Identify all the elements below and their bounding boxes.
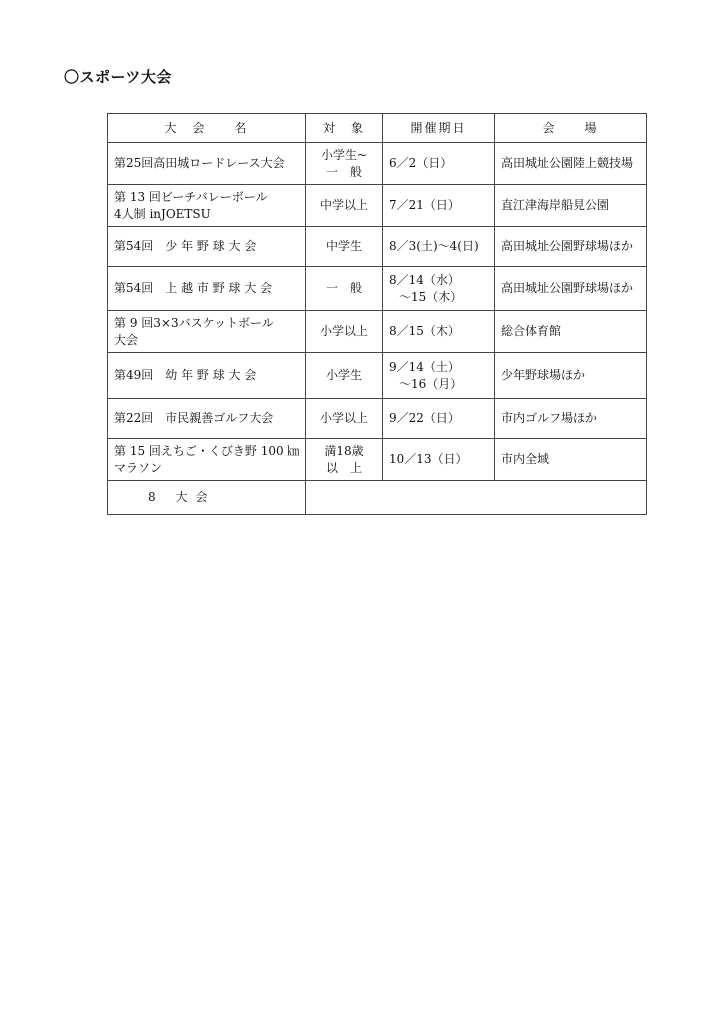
event-name-line: 第25回高田城ロードレース大会 xyxy=(114,156,285,170)
event-target-line: 小学生 xyxy=(325,368,362,382)
event-name xyxy=(108,439,306,481)
event-target xyxy=(306,399,383,439)
event-date xyxy=(383,439,495,481)
event-target-line: 小学以上 xyxy=(319,411,368,425)
event-date-line: 8／15（木） xyxy=(389,324,460,338)
event-venue xyxy=(495,185,647,227)
event-name-line: 大会 xyxy=(114,332,139,347)
event-name-line: 第 15 回えちご・くびき野 100 ㎞ xyxy=(114,443,300,458)
event-name-line: 第 13 回ビーチバレーボール xyxy=(114,189,268,204)
event-name xyxy=(108,267,306,311)
event-venue-line: 高田城址公園陸上競技場 xyxy=(501,156,634,170)
event-date xyxy=(383,227,495,267)
event-date-line: 9／22（日） xyxy=(389,411,460,425)
event-name-line: 第 9 回3×3バスケットボール xyxy=(114,315,274,330)
event-venue xyxy=(495,227,647,267)
event-name-line: マラソン xyxy=(114,460,163,475)
total-count: 8 大会 xyxy=(108,481,306,515)
event-date-line: 9／14（土） xyxy=(389,359,460,374)
total-row xyxy=(108,481,647,515)
event-target-line: 中学生 xyxy=(325,239,362,253)
event-target xyxy=(306,227,383,267)
event-target-line: 一 般 xyxy=(325,164,362,179)
event-date xyxy=(383,185,495,227)
event-venue xyxy=(495,311,647,353)
event-venue-line: 少年野球場ほか xyxy=(501,368,586,382)
event-target xyxy=(306,311,383,353)
event-name-line: 第54回 上 越 市 野 球 大 会 xyxy=(114,281,273,295)
event-target xyxy=(306,267,383,311)
event-name xyxy=(108,353,306,399)
event-venue xyxy=(495,399,647,439)
event-name-line: 第49回 幼 年 野 球 大 会 xyxy=(114,368,257,382)
event-venue-line: 市内全域 xyxy=(501,452,550,466)
event-date xyxy=(383,311,495,353)
event-date-line: 8／14（水） xyxy=(389,272,460,287)
event-target xyxy=(306,185,383,227)
event-name xyxy=(108,399,306,439)
event-name xyxy=(108,227,306,267)
event-target xyxy=(306,143,383,185)
event-name xyxy=(108,311,306,353)
event-venue xyxy=(495,267,647,311)
event-target xyxy=(306,439,383,481)
table-header-row xyxy=(108,114,647,143)
table-row xyxy=(108,311,647,353)
header-name: 大 会 名 xyxy=(108,114,306,143)
event-venue xyxy=(495,143,647,185)
event-date-line: 6／2（日） xyxy=(389,156,453,170)
events-table xyxy=(107,113,647,515)
table-row xyxy=(108,185,647,227)
event-venue-line: 直江津海岸船見公園 xyxy=(501,198,610,212)
table-row xyxy=(108,267,647,311)
event-date xyxy=(383,399,495,439)
event-target-line: 以 上 xyxy=(325,460,362,475)
header-venue: 会 場 xyxy=(495,114,647,143)
event-date-line: ～16（月） xyxy=(399,376,463,391)
header-date: 開催期日 xyxy=(383,114,495,143)
event-name-line: 第54回 少 年 野 球 大 会 xyxy=(114,239,257,253)
event-venue xyxy=(495,353,647,399)
event-date xyxy=(383,143,495,185)
event-date-line: 10／13（日） xyxy=(389,452,468,466)
event-date-line: 7／21（日） xyxy=(389,198,460,212)
event-name-line: 4人制 inJOETSU xyxy=(114,206,211,221)
table-row xyxy=(108,353,647,399)
event-target-line: 満18歳 xyxy=(324,443,364,458)
event-target-line: 小学以上 xyxy=(319,324,368,338)
event-date-line: 8／3(土)～4(日) xyxy=(389,239,479,253)
event-date xyxy=(383,267,495,311)
event-venue-line: 高田城址公園野球場ほか xyxy=(501,239,634,253)
event-target-line: 中学以上 xyxy=(319,198,368,212)
event-venue xyxy=(495,439,647,481)
event-name xyxy=(108,185,306,227)
event-venue-line: 市内ゴルフ場ほか xyxy=(501,411,598,425)
header-target: 対 象 xyxy=(306,114,383,143)
event-name-line: 第22回 市民親善ゴルフ大会 xyxy=(114,411,274,425)
table-row xyxy=(108,439,647,481)
event-target-line: 小学生~ xyxy=(320,147,368,162)
event-name xyxy=(108,143,306,185)
total-empty-cell xyxy=(306,481,647,515)
table-row xyxy=(108,399,647,439)
page-heading: 〇スポーツ大会 xyxy=(64,68,172,86)
event-target xyxy=(306,353,383,399)
event-date xyxy=(383,353,495,399)
event-date-line: ～15（木） xyxy=(399,289,463,304)
event-venue-line: 高田城址公園野球場ほか xyxy=(501,281,634,295)
table-row xyxy=(108,227,647,267)
event-venue-line: 総合体育館 xyxy=(501,324,562,338)
event-target-line: 一 般 xyxy=(325,281,362,295)
table-row xyxy=(108,143,647,185)
